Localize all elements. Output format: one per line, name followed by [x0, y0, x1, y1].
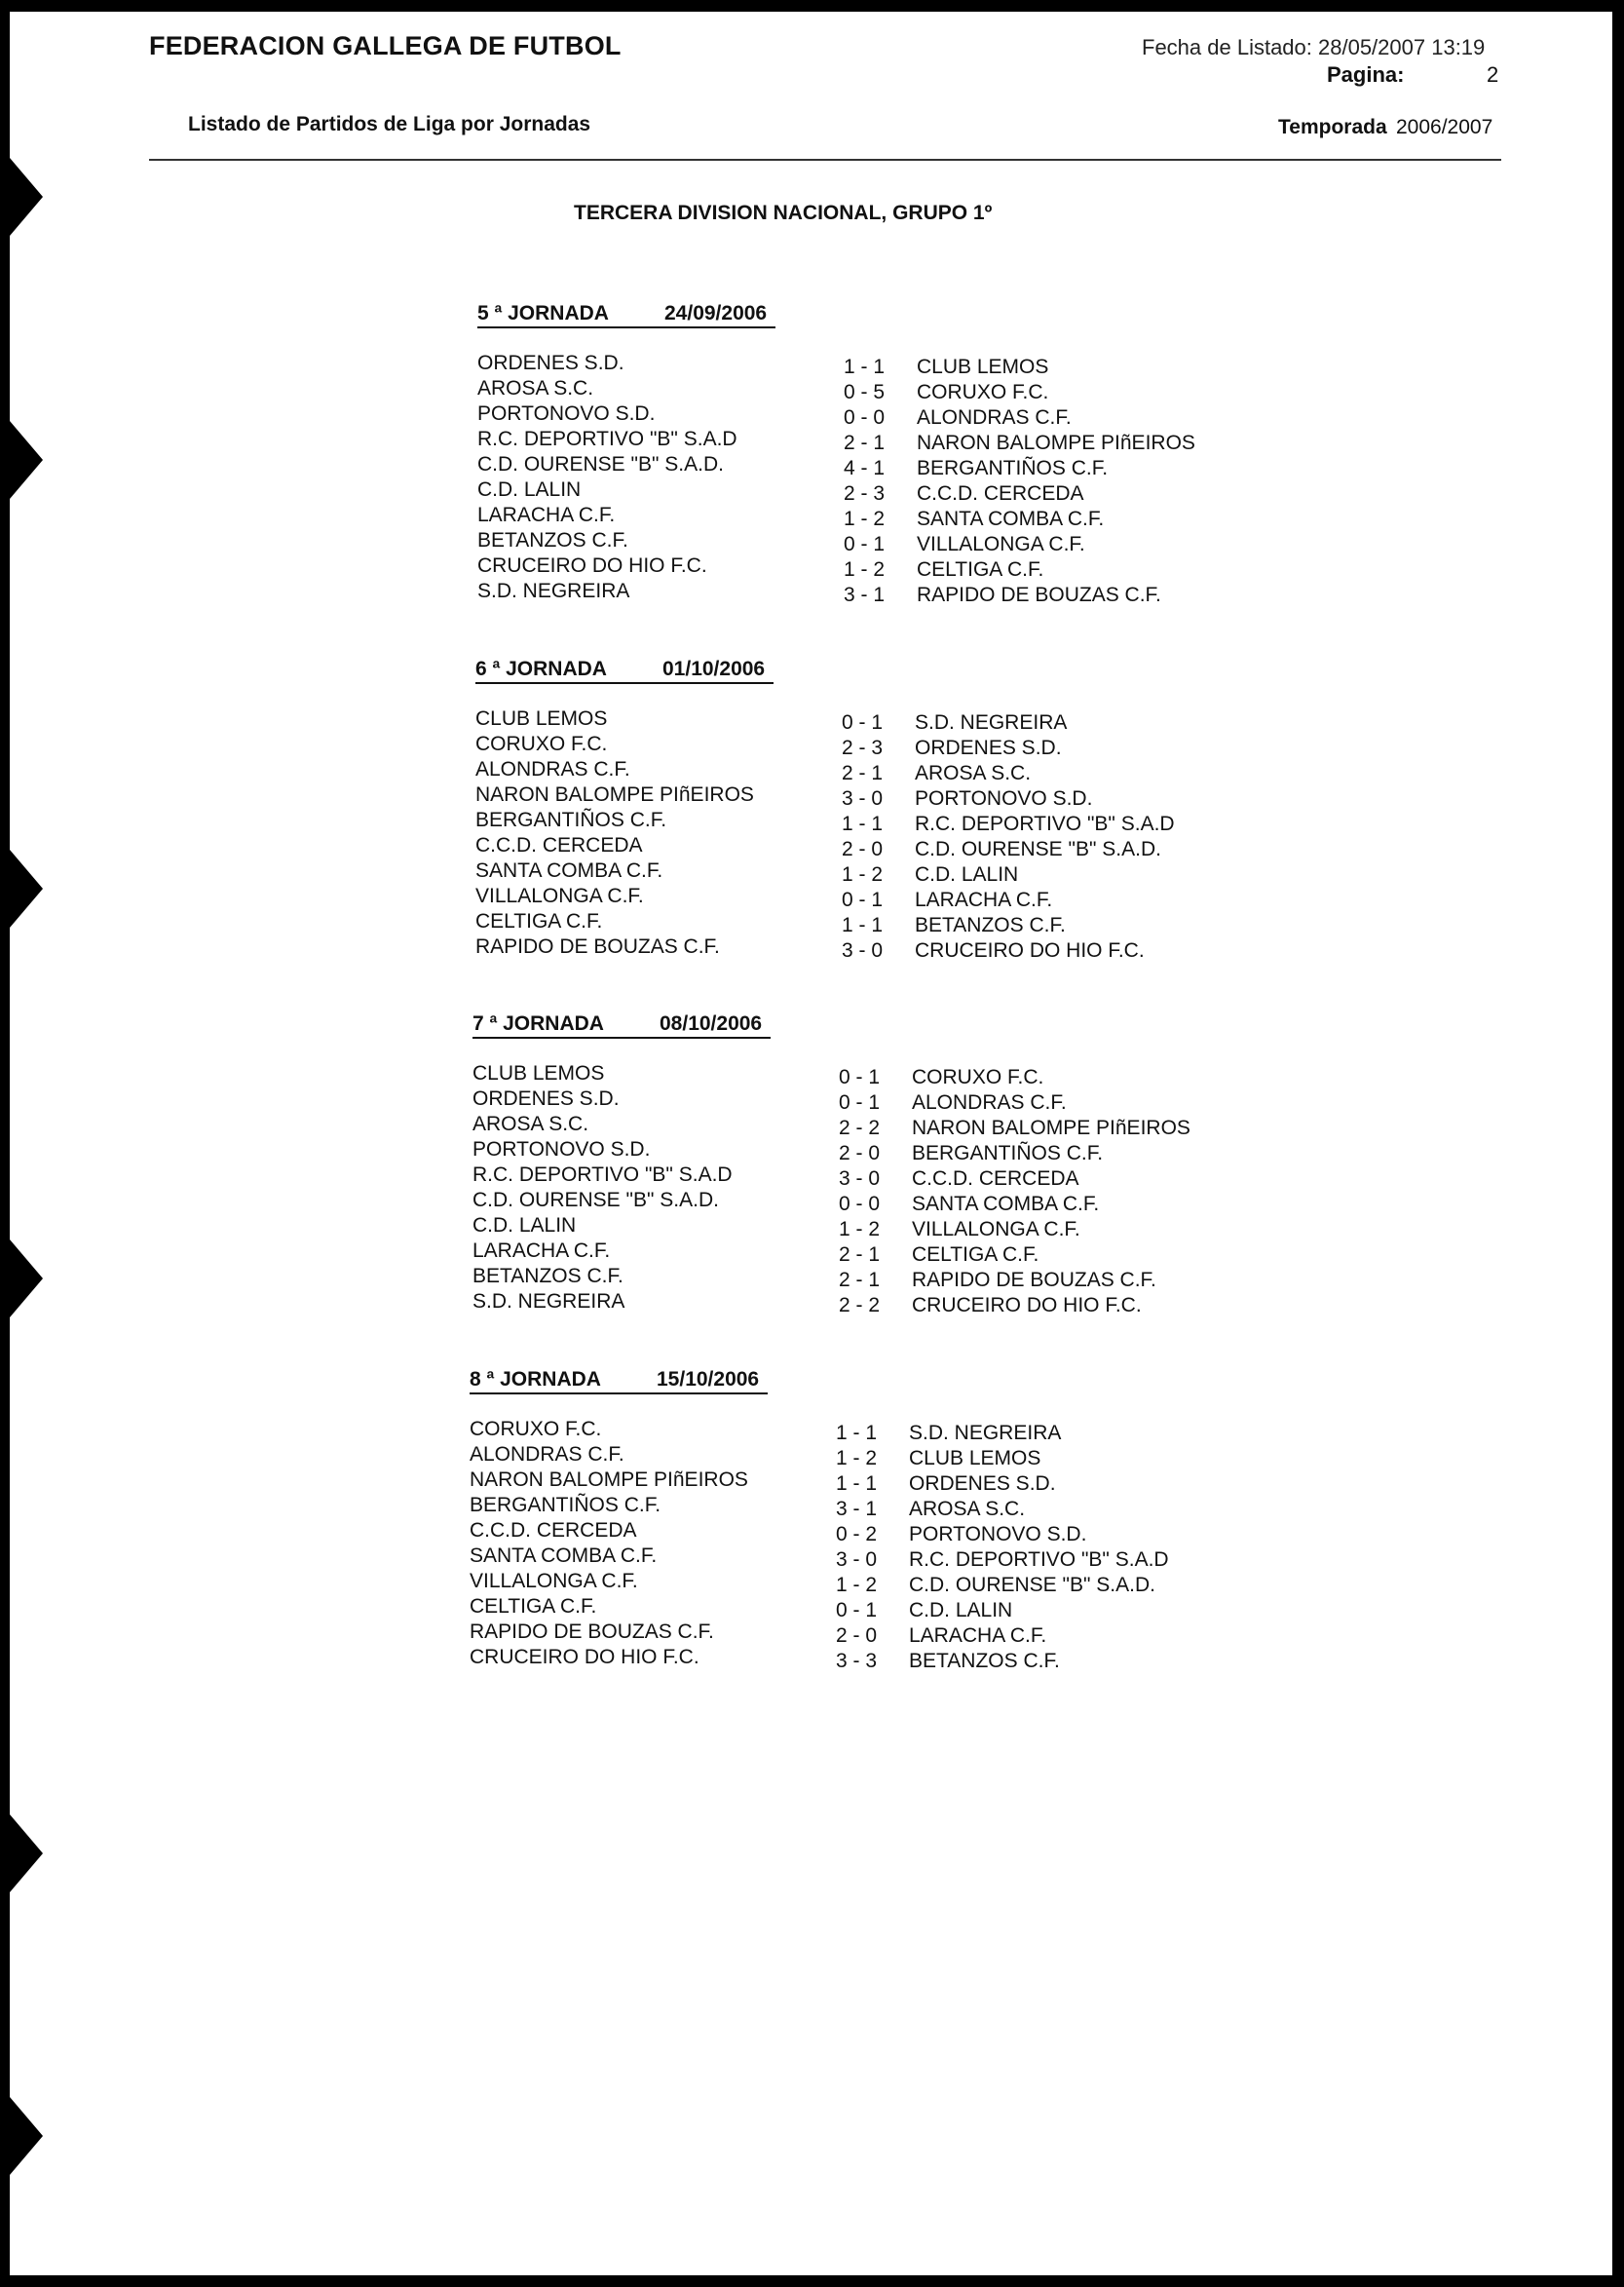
edge-shadow: [10, 1814, 43, 1892]
away-team: CRUCEIRO DO HIO F.C.: [912, 1294, 1142, 1316]
home-team: AROSA S.C.: [477, 377, 594, 400]
match-score: 2 - 3: [844, 482, 886, 505]
match-score: 0 - 0: [839, 1193, 881, 1215]
match-score: 2 - 1: [839, 1269, 881, 1291]
home-team: BERGANTIÑOS C.F.: [475, 809, 667, 831]
match-row: [477, 376, 1198, 401]
match-row: [475, 858, 1196, 884]
edge-shadow: [10, 2097, 43, 2175]
match-list: [470, 1417, 1190, 1670]
home-team: C.D. OURENSE "B" S.A.D.: [477, 453, 724, 476]
match-row: [470, 1594, 1190, 1620]
home-team: C.D. LALIN: [477, 478, 582, 501]
away-team: C.C.D. CERCEDA: [917, 482, 1084, 505]
home-team: CORUXO F.C.: [475, 733, 608, 755]
match-row: [470, 1493, 1190, 1518]
home-team: S.D. NEGREIRA: [472, 1290, 625, 1313]
home-team: CELTIGA C.F.: [475, 910, 603, 933]
listing-date: Fecha de Listado: 28/05/2007 13:19: [1142, 35, 1486, 59]
away-team: R.C. DEPORTIVO "B" S.A.D: [915, 813, 1175, 835]
match-score: 2 - 2: [839, 1117, 881, 1139]
match-row: [470, 1569, 1190, 1594]
home-team: SANTA COMBA C.F.: [470, 1544, 658, 1567]
match-row: [475, 782, 1196, 808]
away-team: CELTIGA C.F.: [917, 558, 1044, 581]
match-row: [477, 477, 1198, 503]
match-score: 2 - 0: [836, 1624, 878, 1647]
match-row: [472, 1061, 1193, 1086]
away-team: RAPIDO DE BOUZAS C.F.: [917, 584, 1161, 606]
page-number: 2: [1487, 62, 1499, 87]
away-team: PORTONOVO S.D.: [915, 787, 1093, 810]
match-score: 3 - 0: [839, 1167, 881, 1190]
away-team: CORUXO F.C.: [917, 381, 1049, 403]
match-score: 2 - 3: [842, 737, 884, 759]
jornada-heading: [477, 302, 1198, 329]
away-team: ALONDRAS C.F.: [917, 406, 1072, 429]
header-divider: [149, 159, 1501, 161]
away-team: NARON BALOMPE PIñEIROS: [917, 432, 1195, 454]
home-team: BERGANTIÑOS C.F.: [470, 1494, 661, 1516]
match-score: 3 - 0: [836, 1548, 878, 1571]
federation-title: FEDERACION GALLEGA DE FUTBOL: [149, 31, 622, 60]
away-team: C.D. LALIN: [915, 863, 1019, 886]
match-score: 0 - 1: [839, 1091, 881, 1114]
match-score: 1 - 2: [836, 1447, 878, 1469]
home-team: NARON BALOMPE PIñEIROS: [475, 783, 754, 806]
jornada-heading: [472, 1012, 1193, 1040]
match-score: 2 - 1: [844, 432, 886, 454]
match-score: 0 - 0: [844, 406, 886, 429]
jornada-date: 01/10/2006: [662, 658, 766, 680]
away-team: LARACHA C.F.: [915, 889, 1053, 911]
jornada-heading: [475, 658, 1196, 685]
match-row: [472, 1112, 1193, 1137]
match-list: [472, 1061, 1193, 1315]
match-score: 3 - 0: [842, 787, 884, 810]
home-team: CRUCEIRO DO HIO F.C.: [477, 554, 707, 577]
match-row: [477, 503, 1198, 528]
away-team: BERGANTIÑOS C.F.: [912, 1142, 1104, 1164]
match-row: [470, 1518, 1190, 1544]
home-team: C.D. LALIN: [472, 1214, 577, 1237]
home-team: LARACHA C.F.: [472, 1239, 611, 1262]
home-team: CORUXO F.C.: [470, 1418, 602, 1440]
home-team: R.C. DEPORTIVO "B" S.A.D: [477, 428, 737, 450]
jornada-name: 6 ª JORNADA: [475, 658, 774, 684]
away-team: VILLALONGA C.F.: [917, 533, 1085, 555]
match-row: [475, 808, 1196, 833]
match-score: 3 - 3: [836, 1650, 878, 1672]
away-team: PORTONOVO S.D.: [909, 1523, 1087, 1545]
away-team: RAPIDO DE BOUZAS C.F.: [912, 1269, 1156, 1291]
match-row: [477, 553, 1198, 579]
jornada-heading: [470, 1368, 1190, 1395]
match-row: [472, 1188, 1193, 1213]
match-row: [470, 1417, 1190, 1442]
match-row: [470, 1467, 1190, 1493]
jornada-date: 08/10/2006: [660, 1012, 763, 1035]
match-row: [475, 833, 1196, 858]
home-team: C.C.D. CERCEDA: [475, 834, 643, 857]
jornada-name: 5 ª JORNADA: [477, 302, 775, 328]
page-label: Pagina:: [1327, 62, 1405, 87]
match-row: [472, 1137, 1193, 1163]
match-score: 0 - 1: [839, 1066, 881, 1088]
home-team: C.D. OURENSE "B" S.A.D.: [472, 1189, 719, 1211]
match-score: 1 - 2: [842, 863, 884, 886]
match-row: [472, 1289, 1193, 1315]
away-team: BERGANTIÑOS C.F.: [917, 457, 1109, 479]
home-team: BETANZOS C.F.: [477, 529, 628, 552]
away-team: BETANZOS C.F.: [915, 914, 1066, 936]
match-score: 1 - 1: [836, 1472, 878, 1495]
away-team: C.D. OURENSE "B" S.A.D.: [915, 838, 1161, 860]
home-team: ALONDRAS C.F.: [475, 758, 630, 781]
away-team: SANTA COMBA C.F.: [917, 508, 1105, 530]
match-row: [470, 1442, 1190, 1467]
home-team: PORTONOVO S.D.: [472, 1138, 651, 1161]
home-team: R.C. DEPORTIVO "B" S.A.D: [472, 1163, 733, 1186]
jornada-name: 8 ª JORNADA: [470, 1368, 768, 1394]
home-team: SANTA COMBA C.F.: [475, 859, 663, 882]
jornada-block: [470, 1368, 1190, 1670]
home-team: VILLALONGA C.F.: [475, 885, 644, 907]
match-score: 3 - 0: [842, 939, 884, 962]
jornada-block: [477, 302, 1198, 604]
match-score: 1 - 2: [844, 558, 886, 581]
edge-shadow: [10, 850, 43, 928]
jornada-date: 24/09/2006: [664, 302, 768, 324]
match-row: [475, 884, 1196, 909]
match-row: [472, 1213, 1193, 1239]
jornada-name: 7 ª JORNADA: [472, 1012, 771, 1039]
home-team: AROSA S.C.: [472, 1113, 589, 1135]
away-team: CORUXO F.C.: [912, 1066, 1044, 1088]
match-row: [477, 452, 1198, 477]
match-list: [477, 351, 1198, 604]
home-team: RAPIDO DE BOUZAS C.F.: [470, 1620, 714, 1643]
match-score: 4 - 1: [844, 457, 886, 479]
away-team: ORDENES S.D.: [909, 1472, 1056, 1495]
listing-subtitle: Listado de Partidos de Liga por Jornadas: [188, 113, 591, 135]
division-title: TERCERA DIVISION NACIONAL, GRUPO 1º: [574, 202, 993, 224]
match-score: 1 - 2: [844, 508, 886, 530]
away-team: AROSA S.C.: [909, 1498, 1026, 1520]
match-row: [477, 351, 1198, 376]
match-list: [475, 706, 1196, 960]
match-score: 1 - 2: [836, 1574, 878, 1596]
away-team: NARON BALOMPE PIñEIROS: [912, 1117, 1190, 1139]
away-team: CELTIGA C.F.: [912, 1243, 1039, 1266]
away-team: CLUB LEMOS: [909, 1447, 1041, 1469]
match-score: 1 - 1: [844, 356, 886, 378]
match-score: 2 - 1: [839, 1243, 881, 1266]
home-team: BETANZOS C.F.: [472, 1265, 623, 1287]
home-team: LARACHA C.F.: [477, 504, 616, 526]
away-team: LARACHA C.F.: [909, 1624, 1047, 1647]
match-row: [477, 427, 1198, 452]
match-row: [475, 732, 1196, 757]
edge-shadow: [10, 158, 43, 236]
match-row: [475, 909, 1196, 934]
match-score: 1 - 1: [842, 813, 884, 835]
home-team: ALONDRAS C.F.: [470, 1443, 624, 1466]
match-row: [470, 1645, 1190, 1670]
match-row: [470, 1620, 1190, 1645]
away-team: SANTA COMBA C.F.: [912, 1193, 1100, 1215]
edge-shadow: [10, 1239, 43, 1317]
season-label: Temporada: [1278, 116, 1387, 138]
away-team: CRUCEIRO DO HIO F.C.: [915, 939, 1145, 962]
away-team: CLUB LEMOS: [917, 356, 1049, 378]
match-score: 2 - 1: [842, 762, 884, 784]
match-row: [477, 401, 1198, 427]
match-score: 0 - 5: [844, 381, 886, 403]
home-team: CLUB LEMOS: [475, 707, 608, 730]
match-score: 0 - 1: [842, 711, 884, 734]
match-row: [477, 528, 1198, 553]
match-score: 0 - 1: [842, 889, 884, 911]
away-team: ORDENES S.D.: [915, 737, 1062, 759]
home-team: C.C.D. CERCEDA: [470, 1519, 637, 1542]
match-score: 2 - 0: [839, 1142, 881, 1164]
home-team: ORDENES S.D.: [472, 1087, 620, 1110]
match-row: [475, 757, 1196, 782]
match-score: 2 - 2: [839, 1294, 881, 1316]
match-score: 3 - 1: [844, 584, 886, 606]
home-team: VILLALONGA C.F.: [470, 1570, 638, 1592]
match-row: [472, 1163, 1193, 1188]
season-value: 2006/2007: [1396, 116, 1493, 138]
home-team: S.D. NEGREIRA: [477, 580, 630, 602]
jornada-block: [472, 1012, 1193, 1315]
edge-shadow: [10, 421, 43, 499]
away-team: S.D. NEGREIRA: [915, 711, 1068, 734]
away-team: AROSA S.C.: [915, 762, 1032, 784]
home-team: PORTONOVO S.D.: [477, 402, 656, 425]
jornada-block: [475, 658, 1196, 960]
home-team: CRUCEIRO DO HIO F.C.: [470, 1646, 699, 1668]
away-team: S.D. NEGREIRA: [909, 1422, 1062, 1444]
match-row: [477, 579, 1198, 604]
match-row: [472, 1086, 1193, 1112]
match-score: 1 - 1: [836, 1422, 878, 1444]
match-row: [475, 706, 1196, 732]
match-score: 1 - 1: [842, 914, 884, 936]
match-score: 1 - 2: [839, 1218, 881, 1240]
match-row: [472, 1264, 1193, 1289]
match-row: [470, 1544, 1190, 1569]
match-score: 2 - 0: [842, 838, 884, 860]
match-score: 3 - 1: [836, 1498, 878, 1520]
away-team: ALONDRAS C.F.: [912, 1091, 1067, 1114]
home-team: CLUB LEMOS: [472, 1062, 605, 1085]
home-team: ORDENES S.D.: [477, 352, 624, 374]
match-score: 0 - 2: [836, 1523, 878, 1545]
home-team: RAPIDO DE BOUZAS C.F.: [475, 935, 720, 958]
document-page: [10, 12, 1612, 2275]
home-team: CELTIGA C.F.: [470, 1595, 597, 1618]
away-team: C.D. OURENSE "B" S.A.D.: [909, 1574, 1155, 1596]
away-team: C.C.D. CERCEDA: [912, 1167, 1079, 1190]
away-team: BETANZOS C.F.: [909, 1650, 1060, 1672]
match-score: 0 - 1: [844, 533, 886, 555]
match-score: 0 - 1: [836, 1599, 878, 1621]
away-team: VILLALONGA C.F.: [912, 1218, 1080, 1240]
match-row: [475, 934, 1196, 960]
away-team: C.D. LALIN: [909, 1599, 1013, 1621]
match-row: [472, 1239, 1193, 1264]
home-team: NARON BALOMPE PIñEIROS: [470, 1468, 748, 1491]
jornada-date: 15/10/2006: [657, 1368, 760, 1391]
away-team: R.C. DEPORTIVO "B" S.A.D: [909, 1548, 1169, 1571]
